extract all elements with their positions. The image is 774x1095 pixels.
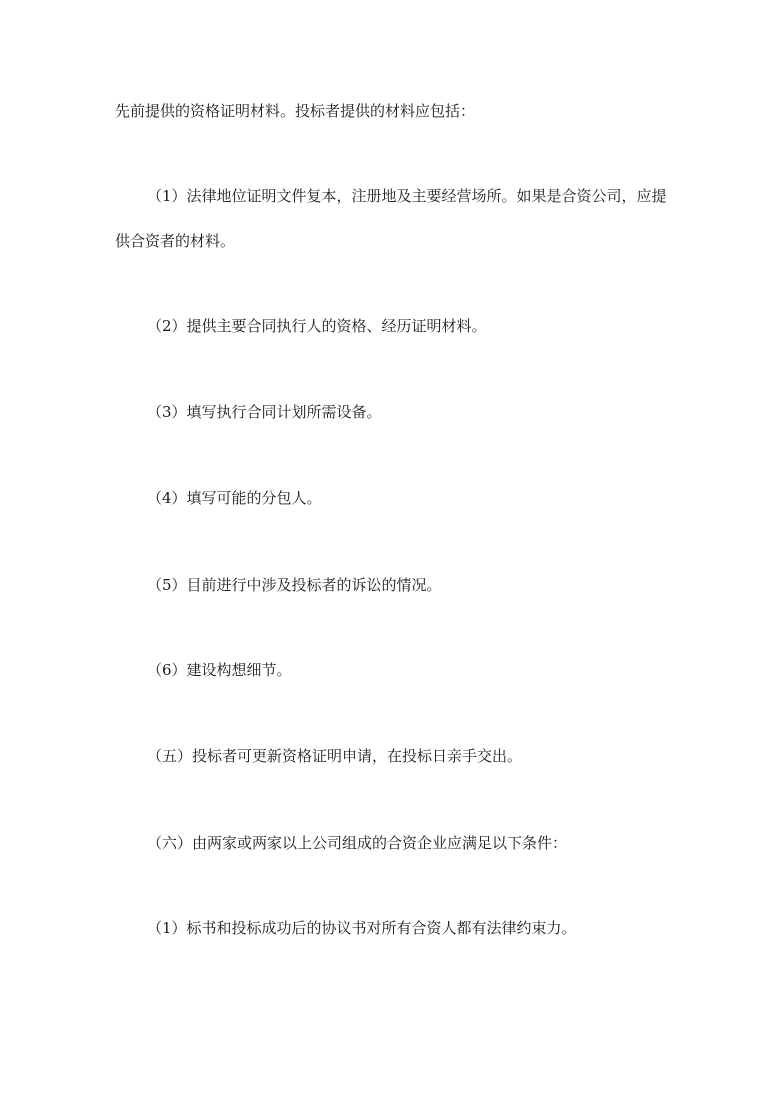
paragraph-intro: 先前提供的资格证明材料。投标者提供的材料应包括： <box>115 102 476 120</box>
paragraph-item-1-line-2: 供合资者的材料。 <box>115 232 236 250</box>
paragraph-section-6-item-1: （1）标书和投标成功后的协议书对所有合资人都有法律约束力。 <box>147 919 577 937</box>
paragraph-item-3: （3）填写执行合同计划所需设备。 <box>147 403 382 421</box>
paragraph-item-6: （6）建设构想细节。 <box>147 661 292 679</box>
paragraph-item-1-line-1: （1）法律地位证明文件复本，注册地及主要经营场所。如果是合资公司，应提 <box>147 187 667 205</box>
paragraph-section-5: （五）投标者可更新资格证明申请，在投标日亲手交出。 <box>147 747 523 765</box>
paragraph-item-5: （5）目前进行中涉及投标者的诉讼的情况。 <box>147 576 442 594</box>
paragraph-item-4: （4）填写可能的分包人。 <box>147 489 322 507</box>
paragraph-section-6: （六）由两家或两家以上公司组成的合资企业应满足以下条件： <box>147 834 568 852</box>
paragraph-item-2: （2）提供主要合同执行人的资格、经历证明材料。 <box>147 317 487 335</box>
